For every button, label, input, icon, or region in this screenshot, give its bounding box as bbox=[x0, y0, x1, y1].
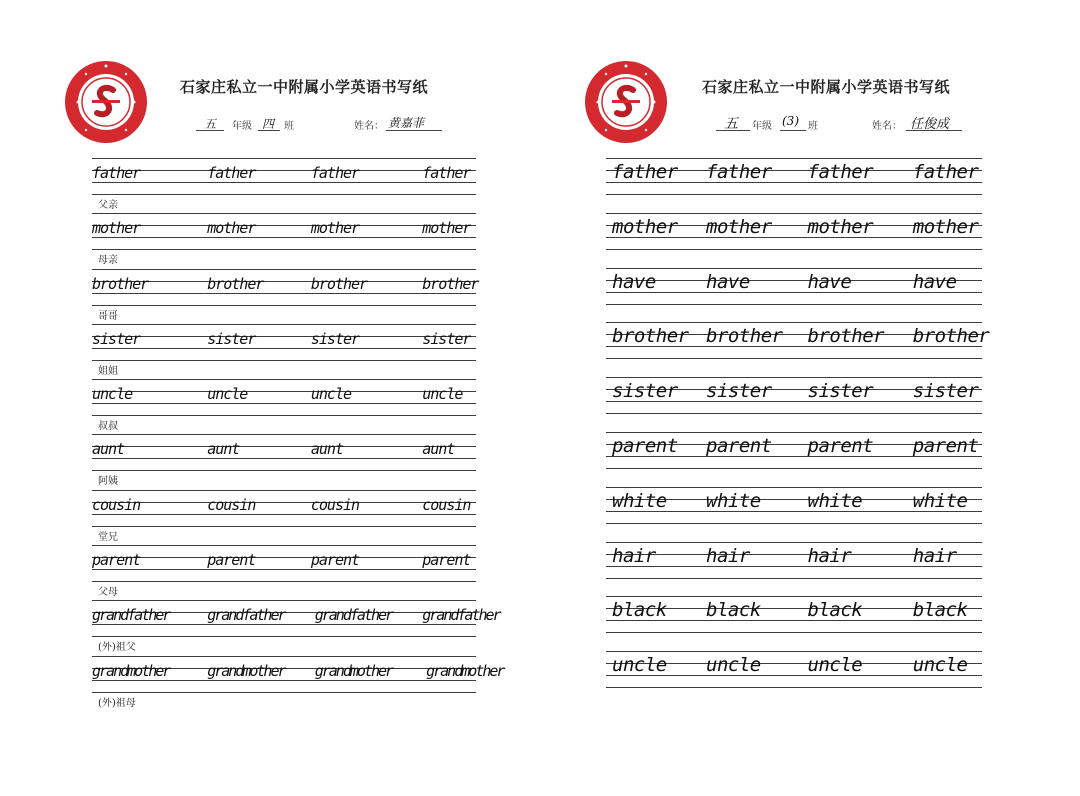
practice-word: mother bbox=[912, 215, 979, 238]
grade-label: 年级 bbox=[232, 121, 252, 132]
practice-word: have bbox=[706, 270, 750, 293]
practice-word: father bbox=[310, 164, 360, 182]
practice-word: have bbox=[807, 270, 852, 293]
practice-word: aunt bbox=[310, 440, 343, 459]
practice-word: sister bbox=[612, 380, 678, 403]
practice-word: mother bbox=[807, 215, 874, 238]
practice-word: white bbox=[612, 489, 667, 512]
practice-word: mother bbox=[92, 219, 141, 238]
practice-word: black bbox=[912, 599, 968, 622]
practice-row bbox=[612, 213, 988, 268]
practice-word: white bbox=[807, 489, 863, 512]
practice-row bbox=[92, 434, 476, 489]
practice-word: black bbox=[706, 599, 761, 622]
practice-word: parent bbox=[422, 551, 471, 570]
practice-word: uncle bbox=[207, 385, 248, 404]
practice-row bbox=[612, 158, 988, 213]
practice-word: uncle bbox=[92, 385, 133, 404]
practice-word: mother bbox=[207, 219, 256, 238]
practice-word: parent bbox=[912, 434, 979, 457]
practice-word: father bbox=[92, 164, 141, 182]
practice-word: brother bbox=[310, 274, 368, 293]
practice-word: father bbox=[207, 164, 256, 182]
grade-label: 年级 bbox=[752, 121, 772, 132]
practice-row bbox=[612, 596, 988, 651]
sheet-title: 石家庄私立一中附属小学英语书写纸 bbox=[702, 78, 951, 96]
practice-rows bbox=[92, 158, 504, 711]
practice-row bbox=[92, 545, 476, 600]
practice-word: uncle bbox=[612, 654, 667, 677]
grade-value: 五 bbox=[204, 117, 217, 131]
practice-row bbox=[92, 324, 476, 379]
class-label: 班 bbox=[808, 121, 818, 132]
word-meaning: 父亲 bbox=[98, 200, 118, 211]
practice-row bbox=[92, 269, 479, 324]
practice-row bbox=[612, 322, 988, 377]
practice-word: cousin bbox=[207, 495, 256, 514]
practice-row bbox=[92, 158, 476, 213]
student-info bbox=[190, 113, 460, 135]
practice-word: parent bbox=[706, 434, 772, 457]
practice-word: mother bbox=[422, 219, 471, 238]
practice-word: grandmother bbox=[207, 661, 285, 680]
practice-word: aunt bbox=[422, 440, 455, 459]
practice-word: cousin bbox=[422, 495, 471, 514]
practice-word: sister bbox=[207, 329, 256, 348]
practice-word: sister bbox=[807, 380, 874, 403]
practice-word: have bbox=[612, 270, 656, 293]
practice-row bbox=[92, 379, 476, 434]
practice-word: parent bbox=[310, 551, 360, 570]
practice-word: grandmother bbox=[426, 661, 504, 680]
practice-word: cousin bbox=[92, 495, 141, 514]
practice-word: white bbox=[912, 489, 968, 512]
practice-row bbox=[612, 651, 988, 706]
practice-word: mother bbox=[612, 215, 678, 238]
practice-row bbox=[92, 213, 476, 268]
practice-word: mother bbox=[310, 219, 360, 238]
name-label: 姓名： bbox=[872, 121, 902, 132]
practice-row bbox=[612, 542, 988, 597]
practice-word: father bbox=[912, 161, 979, 183]
practice-row bbox=[612, 377, 988, 432]
class-label: 班 bbox=[284, 121, 294, 132]
practice-row bbox=[92, 600, 500, 655]
practice-word: sister bbox=[310, 329, 360, 348]
word-meaning: 叔叔 bbox=[98, 421, 118, 433]
practice-word: black bbox=[612, 599, 667, 622]
practice-word: hair bbox=[612, 544, 656, 567]
practice-row bbox=[92, 490, 476, 545]
practice-word: brother bbox=[912, 325, 990, 348]
practice-word: grandfather bbox=[314, 606, 393, 625]
sheet-title: 石家庄私立一中附属小学英语书写纸 bbox=[180, 78, 429, 96]
practice-word: grandfather bbox=[422, 606, 500, 625]
class-value: 四 bbox=[262, 117, 275, 131]
word-meaning: 母亲 bbox=[98, 255, 118, 267]
word-meaning: 堂兄 bbox=[98, 531, 118, 543]
practice-word: uncle bbox=[422, 385, 463, 404]
practice-word: brother bbox=[422, 274, 479, 293]
practice-word: brother bbox=[807, 325, 885, 348]
practice-word: uncle bbox=[807, 654, 863, 677]
practice-rows bbox=[612, 158, 988, 706]
practice-word: uncle bbox=[912, 654, 968, 677]
practice-word: sister bbox=[422, 329, 471, 348]
practice-word: uncle bbox=[310, 385, 352, 404]
practice-row bbox=[612, 432, 988, 487]
practice-word: cousin bbox=[310, 495, 360, 514]
practice-word: sister bbox=[912, 380, 979, 403]
class-value: (3) bbox=[782, 114, 799, 128]
practice-word: brother bbox=[207, 274, 264, 293]
practice-row bbox=[612, 268, 988, 323]
word-meaning: 父母 bbox=[98, 587, 118, 599]
practice-word: grandfather bbox=[92, 606, 170, 625]
word-meaning: 阿姨 bbox=[98, 476, 118, 488]
practice-word: parent bbox=[207, 551, 256, 570]
practice-word: father bbox=[612, 161, 678, 183]
practice-word: mother bbox=[706, 215, 772, 238]
practice-word: hair bbox=[807, 544, 852, 567]
practice-word: father bbox=[706, 161, 772, 183]
practice-word: father bbox=[807, 161, 874, 183]
practice-word: white bbox=[706, 489, 761, 512]
practice-word: sister bbox=[706, 380, 772, 403]
practice-word: uncle bbox=[706, 654, 761, 677]
practice-word: grandmother bbox=[314, 661, 393, 680]
practice-word: hair bbox=[706, 544, 750, 567]
practice-word: hair bbox=[912, 544, 957, 567]
practice-word: brother bbox=[612, 325, 689, 348]
name-label: 姓名： bbox=[354, 121, 384, 132]
school-seal-logo bbox=[64, 60, 148, 144]
word-meaning: 姐姐 bbox=[98, 365, 118, 377]
handwriting-sheet-right bbox=[540, 0, 1080, 796]
practice-word: aunt bbox=[92, 440, 125, 459]
practice-word: aunt bbox=[207, 440, 240, 459]
word-meaning: (外)祖母 bbox=[98, 697, 136, 709]
practice-word: grandmother bbox=[92, 661, 170, 680]
practice-word: grandfather bbox=[207, 606, 285, 625]
word-meaning: (外)祖父 bbox=[98, 642, 136, 654]
practice-word: brother bbox=[92, 274, 149, 293]
name-value: 任俊成 bbox=[910, 117, 950, 132]
practice-row bbox=[92, 656, 504, 711]
practice-word: father bbox=[422, 164, 471, 182]
name-value: 黄嘉菲 bbox=[388, 116, 425, 130]
student-info bbox=[710, 113, 970, 135]
word-meaning: 哥哥 bbox=[98, 310, 118, 322]
practice-word: parent bbox=[612, 434, 678, 457]
school-seal-logo bbox=[584, 60, 668, 144]
practice-row bbox=[612, 487, 988, 542]
practice-word: have bbox=[912, 270, 957, 293]
practice-word: parent bbox=[92, 551, 141, 570]
practice-word: sister bbox=[92, 329, 141, 348]
practice-word: brother bbox=[706, 325, 783, 348]
practice-word: black bbox=[807, 599, 863, 622]
grade-value: 五 bbox=[724, 116, 738, 132]
practice-word: parent bbox=[807, 434, 874, 457]
